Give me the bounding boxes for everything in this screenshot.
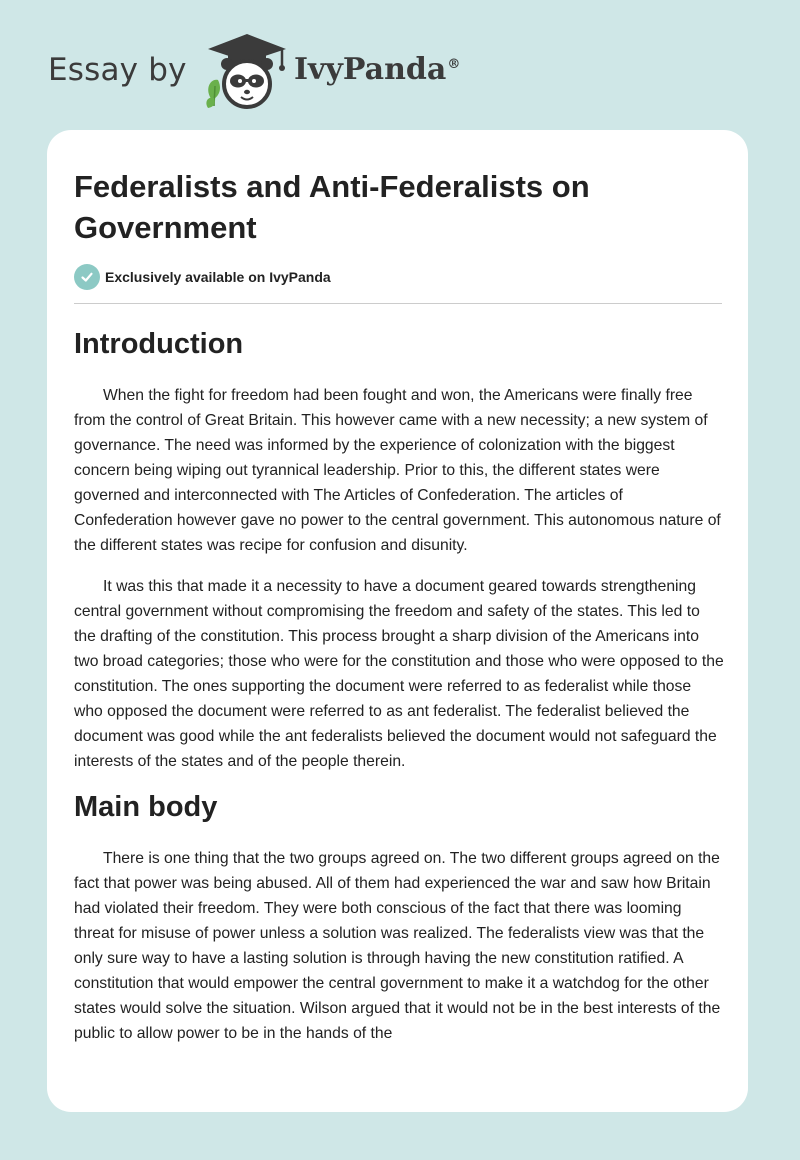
divider bbox=[74, 303, 722, 304]
exclusive-badge bbox=[74, 264, 331, 290]
essay-card bbox=[47, 130, 748, 1112]
brand-name bbox=[294, 52, 460, 87]
registered-mark: ® bbox=[447, 57, 461, 72]
article-body bbox=[74, 326, 724, 1046]
panda-logo-icon bbox=[202, 30, 292, 110]
brand-name-text: IvyPanda bbox=[294, 52, 447, 87]
section-heading-main-body: Main body bbox=[74, 791, 218, 823]
paragraph: When the fight for freedom had been fought and won, the Americans were finally free from the control of Great Britain. This however came with a new necessity; a new system of governance. The need was informed by the experience of colonization with the biggest concern being wiping out tyrannical leadership. Prior to this, the different states were governed and interconnected with The Articles of Confederation. The articles of Confederation however gave no power to the central government. This autonomous nature of the different states was recipe for confusion and disunity. bbox=[74, 387, 721, 554]
page-title: Federalists and Anti-Federalists on Government bbox=[74, 169, 590, 245]
paragraph: It was this that made it a necessity to have a document geared towards strengthening central government without compromising the freedom and safety of the states. This led to the drafting of the constitution. This process brought a sharp division of the Americans into two broad categories; those who were for the constitution and those who were opposed to the constitution. The ones supporting the document were referred to as federalist while those who opposed the document were referred to as ant federalist. The federalist believed the document was good while the ant federalists believed the document would not safeguard the interests of the states and of the people therein. bbox=[74, 578, 724, 770]
check-icon bbox=[74, 264, 100, 290]
badge-label: Exclusively available on IvyPanda bbox=[105, 269, 331, 285]
section-heading-introduction: Introduction bbox=[74, 328, 244, 360]
brand-header bbox=[48, 30, 508, 110]
brand-prefix: Essay by bbox=[48, 52, 187, 88]
paragraph: There is one thing that the two groups agreed on. The two different groups agreed on the fact that power was being abused. All of them had experienced the war and saw how Britain had violated their freedom. They were both conscious of the fact that there was looming threat for misuse of power unless a solution was realized. The federalists view was that the only sure way to have a lasting solution is through having the new constitution ratified. A constitution that would empower the central government to make it a watchdog for the other states would solve the situation. Wilson argued that it would not be in the best interests of the public to allow power to be in the hands of the bbox=[74, 850, 721, 1042]
